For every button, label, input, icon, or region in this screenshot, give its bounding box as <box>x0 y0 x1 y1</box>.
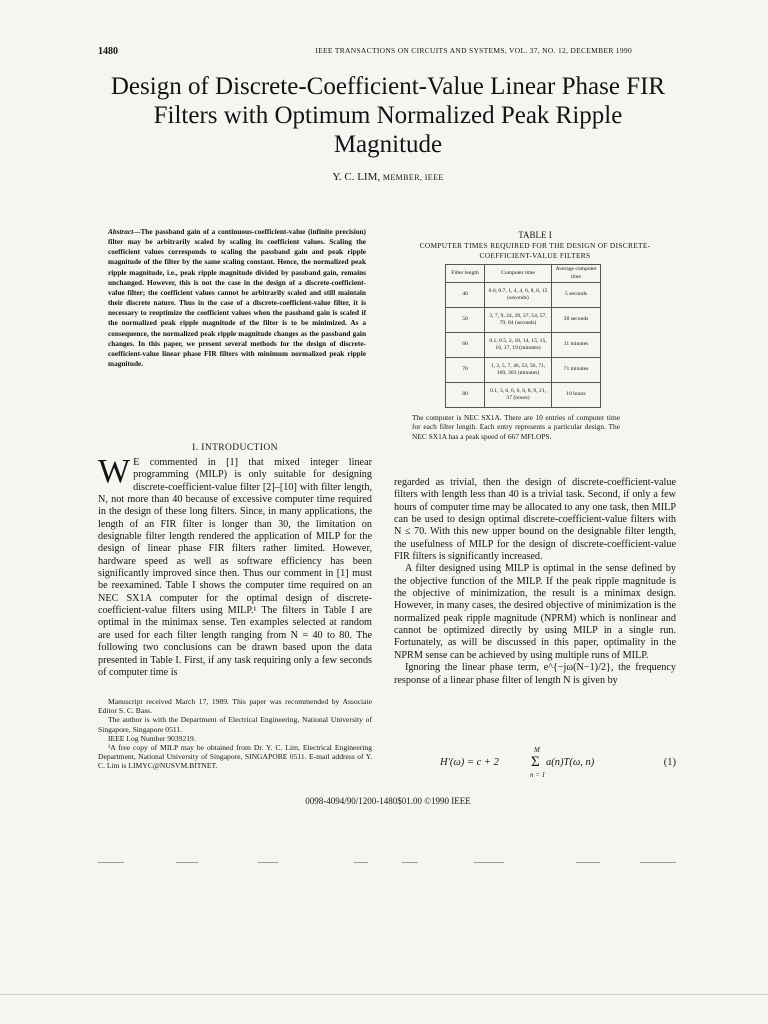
scan-artifact <box>354 862 368 863</box>
table-cell: 10 hours <box>552 383 601 408</box>
table-header: Average computer time <box>552 265 601 283</box>
table-cell: 0.6, 0.7, 1, 4, 4, 6, 8, 8, 15 (seconds) <box>485 283 552 308</box>
equation-number: (1) <box>663 757 676 768</box>
footnote-author: The author is with the Department of Electrical Engineering, National University of Singapore, Singapore 0511. <box>98 715 372 734</box>
abstract-text: —The passband gain of a continuous-coefficient-value (infinite precision) filter may be arbitrarily scaled by scaling its coefficient values. Scaling the coefficient values corresponds to scaling the passband gain and peak ripple magnitude of the filter by the same scaling constant. Hence, the normalized peak ripple magnitude, i.e., peak ripple magnitude divided by passband gain, remains unchanged. However, this is not the case in the design of a discrete-coefficient-value filter; the coefficient values cannot be arbitrarily scaled and still maintain their discrete nature. Thus in the case of a discrete-coefficient-value filter, it is necessary to reoptimize the coefficient values when the passband gain is scaled if the normalized peak ripple magnitude of the filter is to be minimized. As a consequence, the normalized peak ripple magnitude changes as the passband gain changes. In this paper, we present several methods for the design of discrete-coefficient-value linear phase FIR filters with minimum normalized peak ripple magnitude. <box>108 227 366 369</box>
scan-artifact <box>258 862 278 863</box>
table-cell: 0.1, 0.5, 2, 10, 14, 15, 15, 16, 17, 19 (minutes) <box>485 333 552 358</box>
footnote-milp: ¹A free copy of MILP may be obtained from Dr. Y. C. Lim, Electrical Engineering Department, National University of Singapore, SINGAPORE 0511. E-mail address of Y. C. Lim is LIMYC@NUSVM.BITNET. <box>98 743 372 771</box>
author-line <box>98 171 678 183</box>
table-cell: 60 <box>446 333 485 358</box>
summation-symbol: Σ <box>531 754 540 770</box>
table-row <box>446 383 601 408</box>
section-heading: I. INTRODUCTION <box>192 443 278 453</box>
body-paragraph: Ignoring the linear phase term, e^{−jω(N−1)/2}, the frequency response of a linear phase filter of length N is given by <box>394 662 676 686</box>
drop-cap: W <box>98 453 131 490</box>
abstract <box>108 227 366 369</box>
equation-1 <box>440 746 676 782</box>
footnote-log: IEEE Log Number 9039219. <box>108 733 196 743</box>
equation-rhs: a(n)T(ω, n) <box>546 757 595 768</box>
footnotes <box>98 697 372 771</box>
table-row <box>446 333 601 358</box>
scan-artifact <box>640 862 676 863</box>
scan-artifact <box>176 862 198 863</box>
table-cell: 71 minutes <box>552 358 601 383</box>
table-header: Computer time <box>485 265 552 283</box>
table-title: COMPUTER TIMES REQUIRED FOR THE DESIGN OF DISCRETE-COEFFICIENT-VALUE FILTERS <box>419 241 651 260</box>
right-column-body <box>394 477 676 687</box>
paper-title: Design of Discrete-Coefficient-Value Linear Phase FIR Filters with Optimum Normalized Peak Ripple Magnitude <box>110 73 666 158</box>
table-header: Filter length <box>446 265 485 283</box>
table-label: TABLE I <box>518 230 552 240</box>
scan-artifact <box>402 862 418 863</box>
table-cell: 70 <box>446 358 485 383</box>
table-caption: The computer is NEC SX1A. There are 10 entries of computer time for each filter length. Each entry represents a particular design. The NEC SX1A has a peak speed of 667 MFLOPS. <box>412 413 620 441</box>
table-cell: 5 seconds <box>552 283 601 308</box>
table-cell: 80 <box>446 383 485 408</box>
table-row <box>446 308 601 333</box>
author-affiliation: MEMBER, IEEE <box>382 173 444 182</box>
equation-upper-limit: M <box>534 746 540 754</box>
table-cell: 0.1, 3, 6, 6, 6, 6, 8, 9, 21, 37 (hours) <box>485 383 552 408</box>
scan-artifact <box>576 862 600 863</box>
data-table <box>445 264 601 408</box>
table-container <box>445 264 601 408</box>
table-cell: 1, 2, 5, 7, 46, 53, 56, 71, 169, 303 (minutes) <box>485 358 552 383</box>
table-cell: 38 seconds <box>552 308 601 333</box>
equation-lower-limit: n = 1 <box>530 771 546 779</box>
page-number: 1480 <box>98 46 118 57</box>
table-row <box>446 283 601 308</box>
table-cell: 50 <box>446 308 485 333</box>
table-cell: 11 minutes <box>552 333 601 358</box>
abstract-label: Abstract <box>108 227 134 236</box>
running-header: IEEE TRANSACTIONS ON CIRCUITS AND SYSTEMS, VOL. 37, NO. 12, DECEMBER 1990 <box>315 46 632 55</box>
table-row <box>446 358 601 383</box>
equation-lhs: H′(ω) = c + 2 <box>440 757 499 768</box>
copyright-line: 0098-4094/90/1200-1480$01.00 ©1990 IEEE <box>305 796 471 806</box>
table-cell: 3, 7, 9, 24, 28, 37, 54, 57, 79, 84 (seconds) <box>485 308 552 333</box>
body-paragraph: A filter designed using MILP is optimal in the sense defined by the objective function of the MILP. If the peak ripple magnitude is the objective of minimization, the result is a minimax design. However, in many cases, the desired objective of minimization is the normalized peak ripple magnitude (NPRM) which is nonlinear and cannot be optimized directly by using MILP in a single run. Fortunately, as will be discussed in this paper, optimality in the NPRM sense can be achieved by using multiple runs of MILP. <box>394 563 676 661</box>
intro-paragraph <box>98 453 372 679</box>
table-header-row <box>446 265 601 283</box>
page-bottom-edge <box>0 994 768 995</box>
author-name: Y. C. LIM, <box>332 171 381 183</box>
intro-text: E commented in [1] that mixed integer linear programming (MILP) is only suitable for designing discrete-coefficient-value filter [2]–[10] with filter length, N, not more than 40 because of excessive computer time required in the design of these long filters. Since, in many applications, the length of an FIR filter is longer than 30, the limitation on designable filter length rendered the application of MILP for the design of linear phase FIR filters rather limited. However, hardware speed as well as software efficiency has been significantly improved since then. Thus our comment in [1] must be reexamined. Table I shows the computer time required on an NEC SX1A computer for the optimal design of discrete-coefficient-value filters using MILP.¹ The filters in Table I are optimal in the minimax sense. Ten examples selected at random are used for each filter length ranging from N = 40 to 80. The following two conclusions can be drawn based upon the data presented in Table I. First, if any task requiring only a few seconds of computer time is <box>98 457 372 678</box>
scan-artifact <box>98 862 124 863</box>
table-cell: 40 <box>446 283 485 308</box>
scan-artifact <box>474 862 504 863</box>
body-paragraph: regarded as trivial, then the design of discrete-coefficient-value filters with length less than 40 is a trivial task. Second, if only a few hours of computer time may be allocated to any one task, then MILP can be used to design optimal discrete-coefficient-value filters with N ≤ 70. With this new upper bound on the designable filter length, the usefulness of MILP for the design of discrete-coefficient-value FIR filters is significantly increased. <box>394 477 676 563</box>
footnote-manuscript: Manuscript received March 17, 1989. This paper was recommended by Associate Editor S. C. Bass. <box>98 697 372 716</box>
